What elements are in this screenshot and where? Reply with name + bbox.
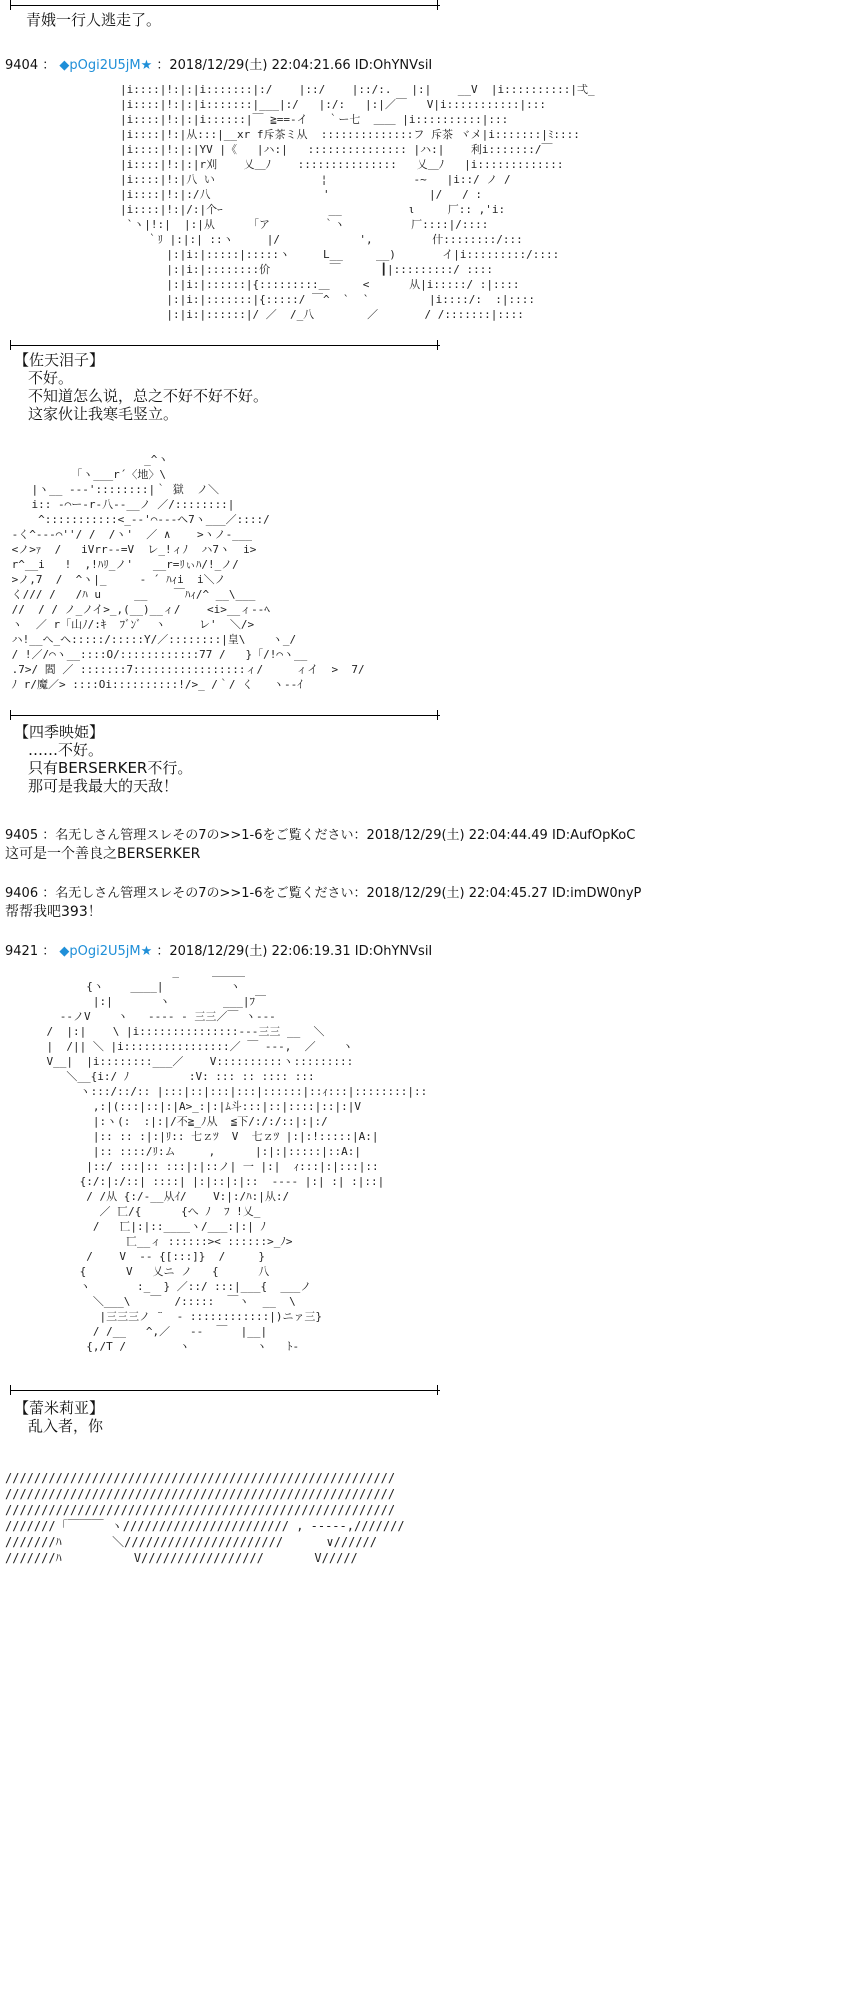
poster-name: 名无しさん管理スレその7の>>1-6をご覧ください	[55, 828, 354, 843]
post-date: 2018/12/29(土) 22:06:19.31	[169, 944, 351, 959]
post-date: 2018/12/29(土) 22:04:21.66	[169, 58, 351, 73]
speaker-name: 【四季映姫】	[14, 723, 105, 741]
divider-line	[10, 345, 440, 346]
ascii-art: _ ＿＿＿ {ヽ ____| ヽ |:| ヽ ___|ﾌ￣ ‐‐ノV ヽ ‐‐‐‐ - 三三／￣ ヽ‐‐‐ / |:| \ |i:::::::::::::::---三三 __ ＼ | /|| ＼ |i::::::::::::::::／ ￣ ‐‐‐, ／ ヽ V__| |i::::::::___／ V::::::::::ヽ::::::::: ＼__{i:/ ﾉ :V: ::: :: :::: ::: ヽ:::/::/:: |:::|::|:::|:::|::::::|::ｨ:::|::::::::|:: ,:|(:::|::|:|A>_:|:|ﾑ斗:::|::|::::|::|:|V |:ヽ(: :|:|/不≧_ﾉ从 ≦下/:/:/::|:|:/ |:: :: :|:|ﾘ:: 七ｚﾂ V 七ｚﾂ |:|:!:::::|A:| |:: ::::/ﾘ:ム , |:|:|:::::|::A:| |::/ :::|:: :::|:|::ノ| 一 |:| ｨ:::|:|:::|:: {:/:|:/::| ::::| |:|::|:|:: ‐‐‐‐ |:| :| :|::| / /从 {:/-__从ｲ/ V:|:/ﾊ:|从:/ ／ 匸/{ {へ ﾉ ﾌ !乂_ / 匸|:|::____ヽ/___:|:| ﾉ 匸__ィ ::::::>< ::::::>_ﾉ> / V ‐‐ {[:::]} / } { V 乂ニ ノ { 八 ヽ :_ } ／::/ :::|___{ ___ノ ＼___\ ￣ /::::: ￣ヽ __ \ |三三三ノ ¨ ‐ ::::::::::::|)ニァ三} / /__ ^,／ ‐‐ ￣ |__| {,/T / ヽ ヽ ﾄ‐	[46, 965, 428, 1353]
post-header: 9421 ： ◆pOgi2U5jM★ ：2018/12/29(土) 22:06:19.31 ID:OhYNVsiI	[5, 944, 433, 959]
speaker-name: 【蕾米莉亚】	[14, 1399, 105, 1417]
divider-tick	[10, 0, 11, 10]
ascii-art: |i::::|!:|:|i:::::::|:/ |::/ |::/:. |:| __V |i::::::::::|弌_ |i::::|!:|:|i:::::::|___|:/ |:/: |:|／￣ V|i:::::::::::|::: |i::::|!:|:|i::::::|￣ ≧==-イ ｀ー七 ＿＿ |i::::::::::|::: |i::::|!:|从:::|__xr f斥茶ミ从 ::::::::::::::フ 斥茶 ヾメ|i:::::::|ﾐ:::: |i::::|!:|:|YV |《 |ハ:| ::::::::::::::: |ハ:| 利i:::::::/￣ |i::::|!:|:|r刈 乂＿ﾉ ::::::::::::::: 乂＿ﾉ |i::::::::::::: |i::::|!:|八 い ¦ ‐~ |i::/ ノ / |i::::|!:|:/八 ' |/ / : |i::::|!:|/:|个ｰ __ ι 厂:: ,'i: `ヽ|!:| |:|从 「ア ｀ヽ 厂::::|/:::: ｀ﾘ |:|:| ::ヽ |/ ', 什::::::::/::: |:|i:|:::::|:::::ヽ L__ __) イ|i:::::::::/:::: |:|i:|::::::::价 ￣ ┃|:::::::::/ :::: |:|i:|::::::|{:::::::::＿ < 从|i:::::/ :|:::: |:|i:|:::::::|{:::::/ ￣^ ` ` |i::::/: :|:::: |:|i:|::::::|/ ／ /_八 ／ / /:::::::|::::	[120, 83, 595, 321]
post-body: 帮帮我吧393！	[5, 904, 102, 920]
dialogue-line: 那可是我最大的天敌！	[28, 777, 179, 795]
poster-id[interactable]: ID:AufOpKoC	[551, 828, 636, 843]
divider-tick	[437, 0, 438, 10]
divider-tick	[437, 710, 438, 720]
speaker-name: 【佐天泪子】	[14, 351, 105, 369]
post-date: 2018/12/29(土) 22:04:44.49	[366, 828, 548, 843]
dialogue-line: 不好。	[28, 369, 74, 387]
divider-line	[10, 5, 440, 6]
post-body: 这可是一个善良之BERSERKER	[5, 846, 201, 862]
ascii-art: _^ヽ 「ヽ___r´〈地〉\ |ヽ__ -‐‐'::::::::|｀ 獄 ノ＼ i:: ‐⌒ー-r-八‐-__ノ ／/::::::::| ^:::::::::::<_-‐'⌒‐‐‐ヘ7ヽ___／::::/ -く^-‐‐⌒''/ / /ヽ' ／ ∧ >ヽノ-___ <ノ>ｧ / iVrr‐‐=V レ_!ィﾉ ハ7ヽ i> r^__i ! ,!ﾊﾘ_ノ' __r=ﾘぃﾊ/!_ノ/ >ノ,7 / ^ヽ|_ ‐ ´ ﾊｨi i＼ノ く/// / /ﾊ u __ ￣ﾊｨ/^ __\___ // / / ノ_ノイ>_,(__)__ィ/ <i>__ィ‐‐ﾍ ヽ ／ r「山ﾉ/:ｷ ﾌﾞﾝﾞ ヽ レ' ＼/> ハ!__へ_ヘ:::::/:::::Y/／::::::::|皇\ ヽ_/ / !／/⌒ヽ__::::O/::::::::::::77 / }「/!⌒ヽ__ .7>/ 閻 ／ :::::::7:::::::::::::::::ィ/ ィイ > 7/ ﾉ r/魔／> ::::Oi::::::::::!/>_ /｀/ く ヽ‐‐ｲ	[11, 453, 365, 691]
divider-tick	[10, 340, 11, 350]
divider-tick	[10, 1385, 11, 1395]
post-number: 9404	[5, 58, 39, 73]
post-header: 9404 ： ◆pOgi2U5jM★ ：2018/12/29(土) 22:04:21.66 ID:OhYNVsiI	[5, 58, 433, 73]
star-icon: ★	[140, 58, 153, 73]
poster-id[interactable]: ID:OhYNVsiI	[354, 944, 433, 959]
dialogue-line: ……不好。	[28, 741, 104, 759]
tripcode[interactable]: ◆pOgi2U5jM	[59, 58, 141, 73]
narration-line: 青娥一行人逃走了。	[26, 11, 162, 29]
divider-line	[10, 1390, 440, 1391]
post-header: 9405 ：名无しさん管理スレその7の>>1-6をご覧ください：2018/12/29(土) 22:04:44.49 ID:AufOpKoC	[5, 828, 636, 843]
post-header: 9406 ：名无しさん管理スレその7の>>1-6をご覧ください：2018/12/29(土) 22:04:45.27 ID:imDW0nyP	[5, 886, 642, 901]
ascii-art: ////////////////////////////////////////////////////// ////////////////////////////////////////////////////// ////////////////////////////////////////////////////// ///////「￣￣￣ ヽ/////////////////////// , ‐‐‐--,/////// ///////ﾊ ＼////////////////////// ∨////// ///////ﾊ V///////////////// V/////	[5, 1471, 405, 1565]
post-number: 9406	[5, 886, 39, 901]
tripcode[interactable]: ◆pOgi2U5jM	[59, 944, 141, 959]
dialogue-line: 这家伙让我寒毛竖立。	[28, 405, 179, 423]
poster-id[interactable]: ID:OhYNVsiI	[354, 58, 433, 73]
dialogue-line: 不知道怎么说，总之不好不好不好。	[28, 387, 269, 405]
post-number: 9405	[5, 828, 39, 843]
post-number: 9421	[5, 944, 39, 959]
poster-id[interactable]: ID:imDW0nyP	[551, 886, 642, 901]
dialogue-line: 乱入者，你	[28, 1417, 104, 1435]
post-date: 2018/12/29(土) 22:04:45.27	[366, 886, 548, 901]
poster-name: 名无しさん管理スレその7の>>1-6をご覧ください	[55, 886, 354, 901]
star-icon: ★	[140, 944, 153, 959]
divider-line	[10, 715, 440, 716]
dialogue-line: 只有BERSERKER不行。	[28, 759, 193, 777]
divider-tick	[437, 340, 438, 350]
divider-tick	[10, 710, 11, 720]
divider-tick	[437, 1385, 438, 1395]
